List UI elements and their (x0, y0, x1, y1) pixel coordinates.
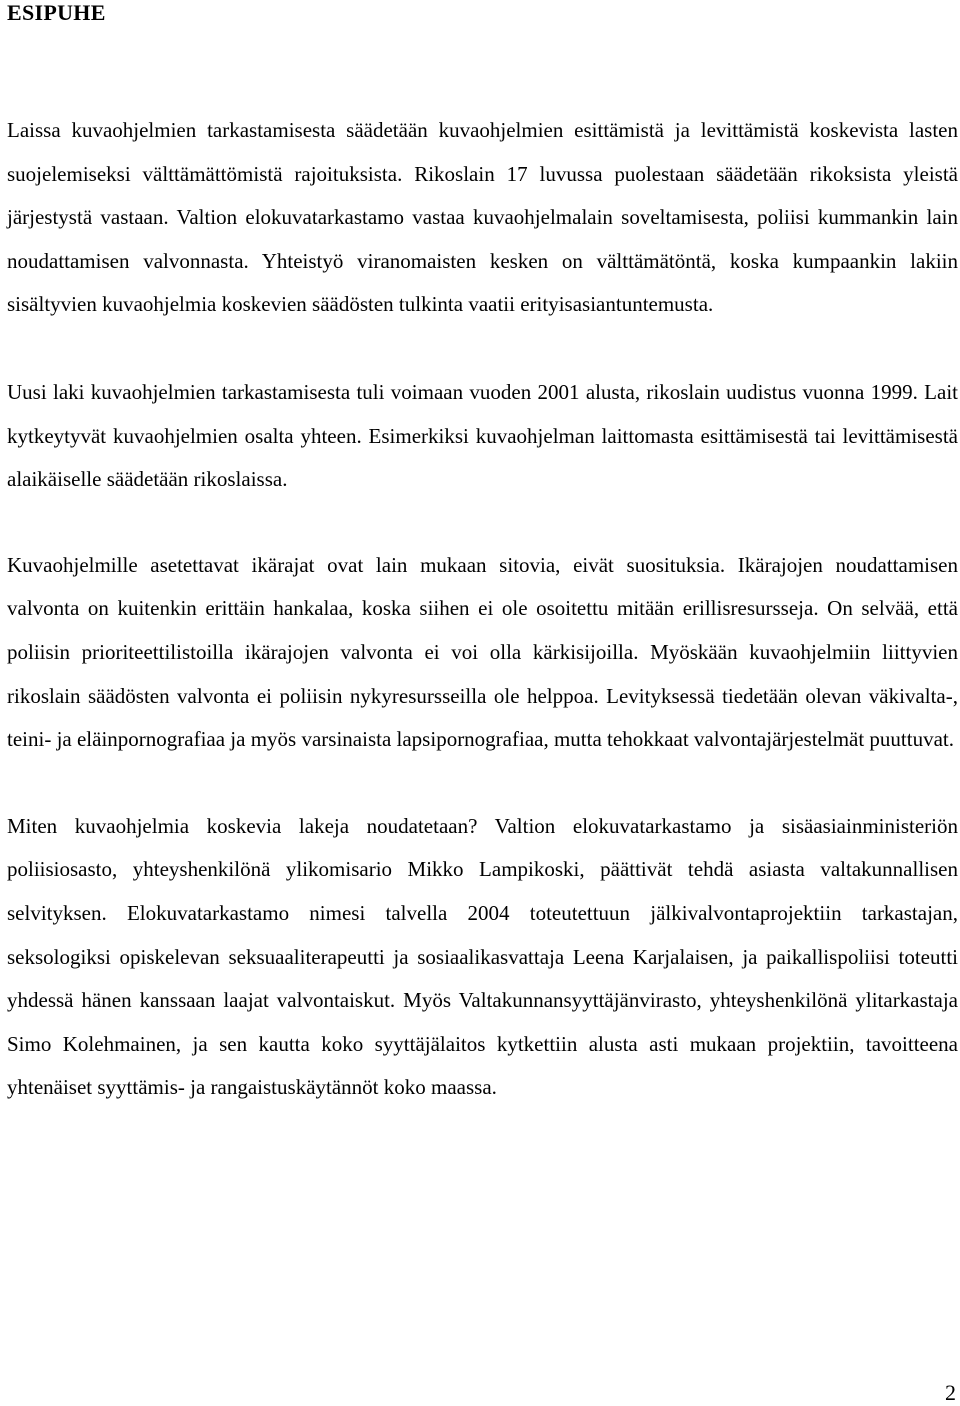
page-number: 2 (945, 1380, 956, 1405)
paragraph-intro: Laissa kuvaohjelmien tarkastamisesta säädetään kuvaohjelmien esittämistä ja levittämistä koskevista lasten suojelemiseksi välttämättömistä rajoituksista. Rikoslain 17 luvussa puolestaan säädetään rikoksista yleistä järjestystä vastaan. Valtion elokuvatarkastamo vastaa kuvaohjelmalain soveltamisesta, poliisi kummankin lain noudattamisen valvonnasta. Yhteistyö viranomaisten kesken on välttämätöntä, koska kumpaankin lakiin sisältyvien kuvaohjelmia koskevien säädösten tulkinta vaatii erityisasiantuntemusta. (7, 118, 958, 317)
paragraph-new-law: Uusi laki kuvaohjelmien tarkastamisesta tuli voimaan vuoden 2001 alusta, rikoslain uudistus vuonna 1999. Lait kytkeytyvät kuvaohjelmien osalta yhteen. Esimerkiksi kuvaohjelman laittomasta esittämisestä tai levittämisestä alaikäiselle säädetään rikoslaissa. (7, 379, 958, 492)
paragraph-age-limits: Kuvaohjelmille asetettavat ikärajat ovat lain mukaan sitovia, eivät suosituksia. Ikärajojen noudattamisen valvonta on kuitenkin erittäin hankalaa, koska siihen ei ole osoitettu mitään erillisresursseja. On selvää, että poliisin prioriteettilistoilla ikärajojen valvonta ei voi olla kärkisijoilla. Myöskään kuvaohjelmiin liittyvien rikoslain säädösten valvonta ei poliisin nykyresursseilla ole helppoa. Levityksessä tiedetään olevan väkivalta-, teini- ja eläinpornografiaa ja myös varsinaista lapsipornografiaa, mutta tehokkaat valvontajärjestelmät puuttuvat. (7, 552, 958, 752)
paragraph-project: Miten kuvaohjelmia koskevia lakeja noudatetaan? Valtion elokuvatarkastamo ja sisäasiainministeriön poliisiosasto, yhteyshenkilönä ylikomisario Mikko Lampikoski, päättivät tehdä asiasta valtakunnallisen selvityksen. Elokuvatarkastamo nimesi talvella 2004 toteutettuun jälkivalvontaprojektiin tarkastajan, seksologiksi opiskelevan seksuaaliterapeutti ja sosiaalikasvattaja Leena Karjalaisen, ja paikallispoliisi toteutti yhdessä hänen kanssaan laajat valvontaiskut. Myös Valtakunnansyyttäjänvirasto, yhteyshenkilönä ylitarkastaja Simo Kolehmainen, ja sen kautta koko syyttäjälaitos kytkettiin alusta asti mukaan projektiin, tavoitteena yhtenäiset syyttämis- ja rangaistuskäytännöt koko maassa. (7, 813, 958, 1100)
document-page (7, 0, 958, 1110)
page-heading: ESIPUHE (7, 0, 106, 25)
